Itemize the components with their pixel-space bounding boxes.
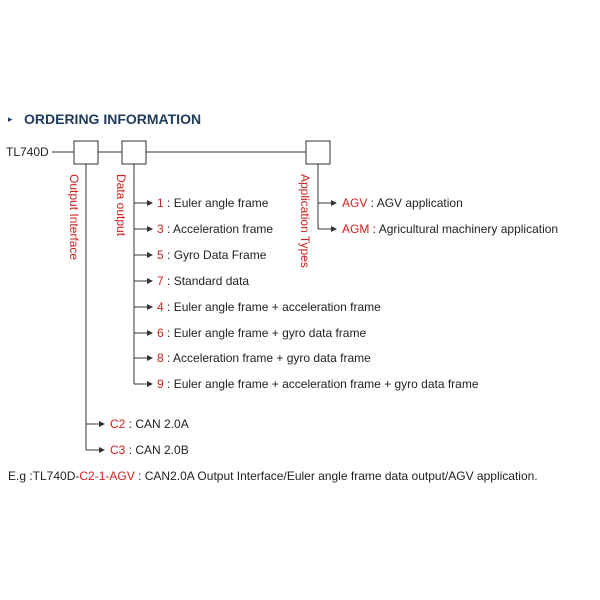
data-output-box [122, 141, 146, 164]
application-option: AGV : AGV application [342, 196, 463, 210]
output-interface-option: C2 : CAN 2.0A [110, 417, 189, 431]
output-interface-option: C3 : CAN 2.0B [110, 443, 189, 457]
data-output-option: 3 : Acceleration frame [157, 222, 274, 236]
model-number: TL740D [6, 145, 49, 159]
heading-arrow-icon: ▸ [8, 114, 13, 124]
data-output-option: 4 : Euler angle frame + acceleration frame [157, 300, 381, 314]
data-output-option: 1 : Euler angle frame [157, 196, 269, 210]
section-title: ORDERING INFORMATION [24, 111, 202, 127]
data-output-label: Data output [114, 174, 128, 237]
application-types-label: Application Types [298, 174, 312, 268]
output-interface-label: Output Interface [67, 174, 81, 261]
application-types-box [306, 141, 330, 164]
data-output-option: 5 : Gyro Data Frame [157, 248, 267, 262]
data-output-option: 8 : Acceleration frame + gyro data frame [157, 351, 371, 365]
data-output-option: 6 : Euler angle frame + gyro data frame [157, 326, 367, 340]
data-output-option: 7 : Standard data [157, 274, 250, 288]
example-line: E.g :TL740D-C2-1-AGV : CAN2.0A Output Interface/Euler angle frame data output/AGV application. [8, 469, 538, 483]
application-option: AGM : Agricultural machinery application [342, 222, 559, 236]
output-interface-box [74, 141, 98, 164]
data-output-option: 9 : Euler angle frame + acceleration frame + gyro data frame [157, 377, 479, 391]
